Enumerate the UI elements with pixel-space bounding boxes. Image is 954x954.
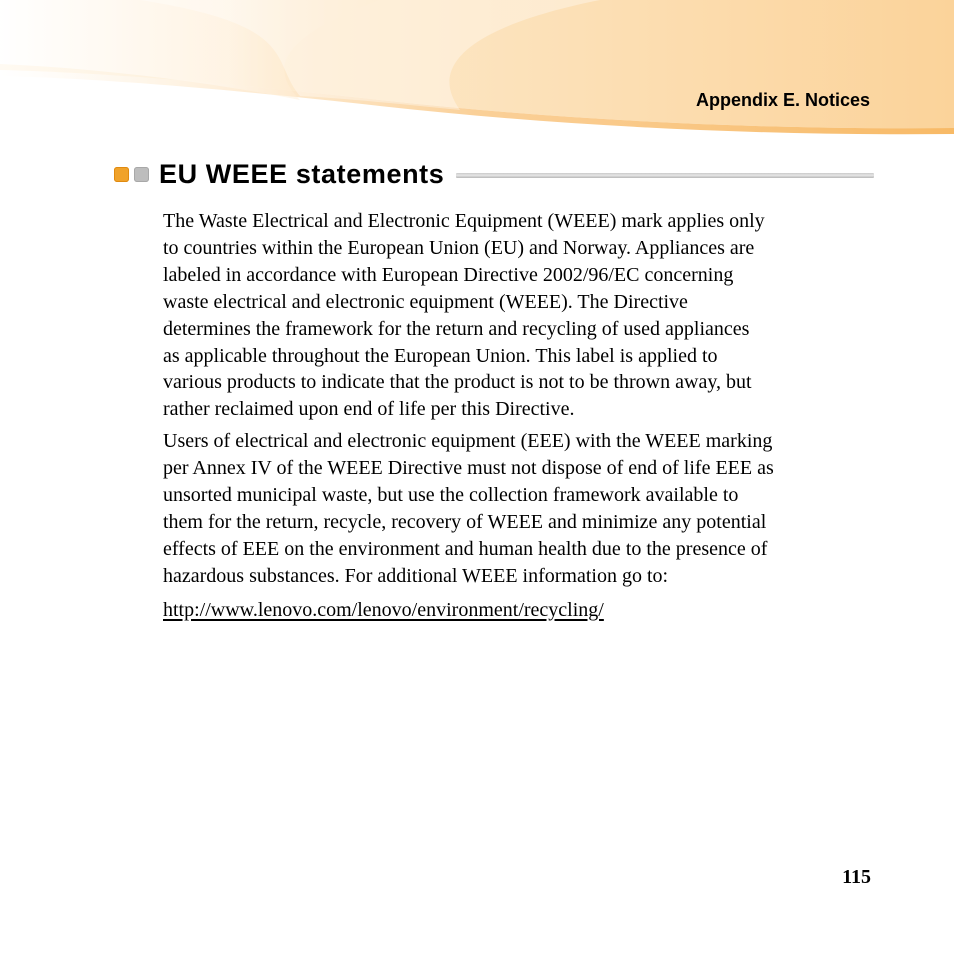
text-line: hazardous substances. For additional WEEE information go to: [163, 564, 669, 587]
text-line: effects of EEE on the environment and human health due to the presence of [163, 537, 768, 560]
text-line: The Waste Electrical and Electronic Equipment (WEEE) mark applies only [163, 210, 765, 232]
text-line: Users of electrical and electronic equipment (EEE) with the WEEE marking [163, 430, 773, 453]
section-title: EU WEEE statements [159, 158, 445, 189]
page-number: 115 [842, 866, 871, 888]
text-line: them for the return, recycle, recovery of WEEE and minimize any potential [163, 510, 767, 533]
text-line: waste electrical and electronic equipment (WEEE). The Directive [163, 290, 688, 313]
body-content [163, 208, 873, 623]
text-line: unsorted municipal waste, but use the collection framework available to [163, 484, 739, 507]
grey-square-icon [134, 167, 149, 182]
section-heading [114, 154, 874, 194]
text-line: various products to indicate that the product is not to be thrown away, but [163, 371, 752, 394]
text-line: to countries within the European Union (EU) and Norway. Appliances are [163, 236, 755, 259]
header-band [0, 0, 954, 140]
text-line: as applicable throughout the European Union. This label is applied to [163, 344, 718, 367]
text-line: rather reclaimed upon end of life per this Directive. [163, 398, 575, 421]
orange-square-icon [114, 167, 129, 182]
text-line: labeled in accordance with European Directive 2002/96/EC concerning [163, 263, 734, 286]
text-line: per Annex IV of the WEEE Directive must not dispose of end of life EEE as [163, 457, 774, 480]
recycling-link[interactable]: http://www.lenovo.com/lenovo/environment/recycling/ [163, 598, 604, 621]
text-line: determines the framework for the return and recycling of used appliances [163, 317, 750, 340]
heading-rule [456, 173, 874, 178]
paragraph [163, 428, 873, 589]
paragraph [163, 208, 873, 423]
running-head: Appendix E. Notices [695, 90, 870, 110]
